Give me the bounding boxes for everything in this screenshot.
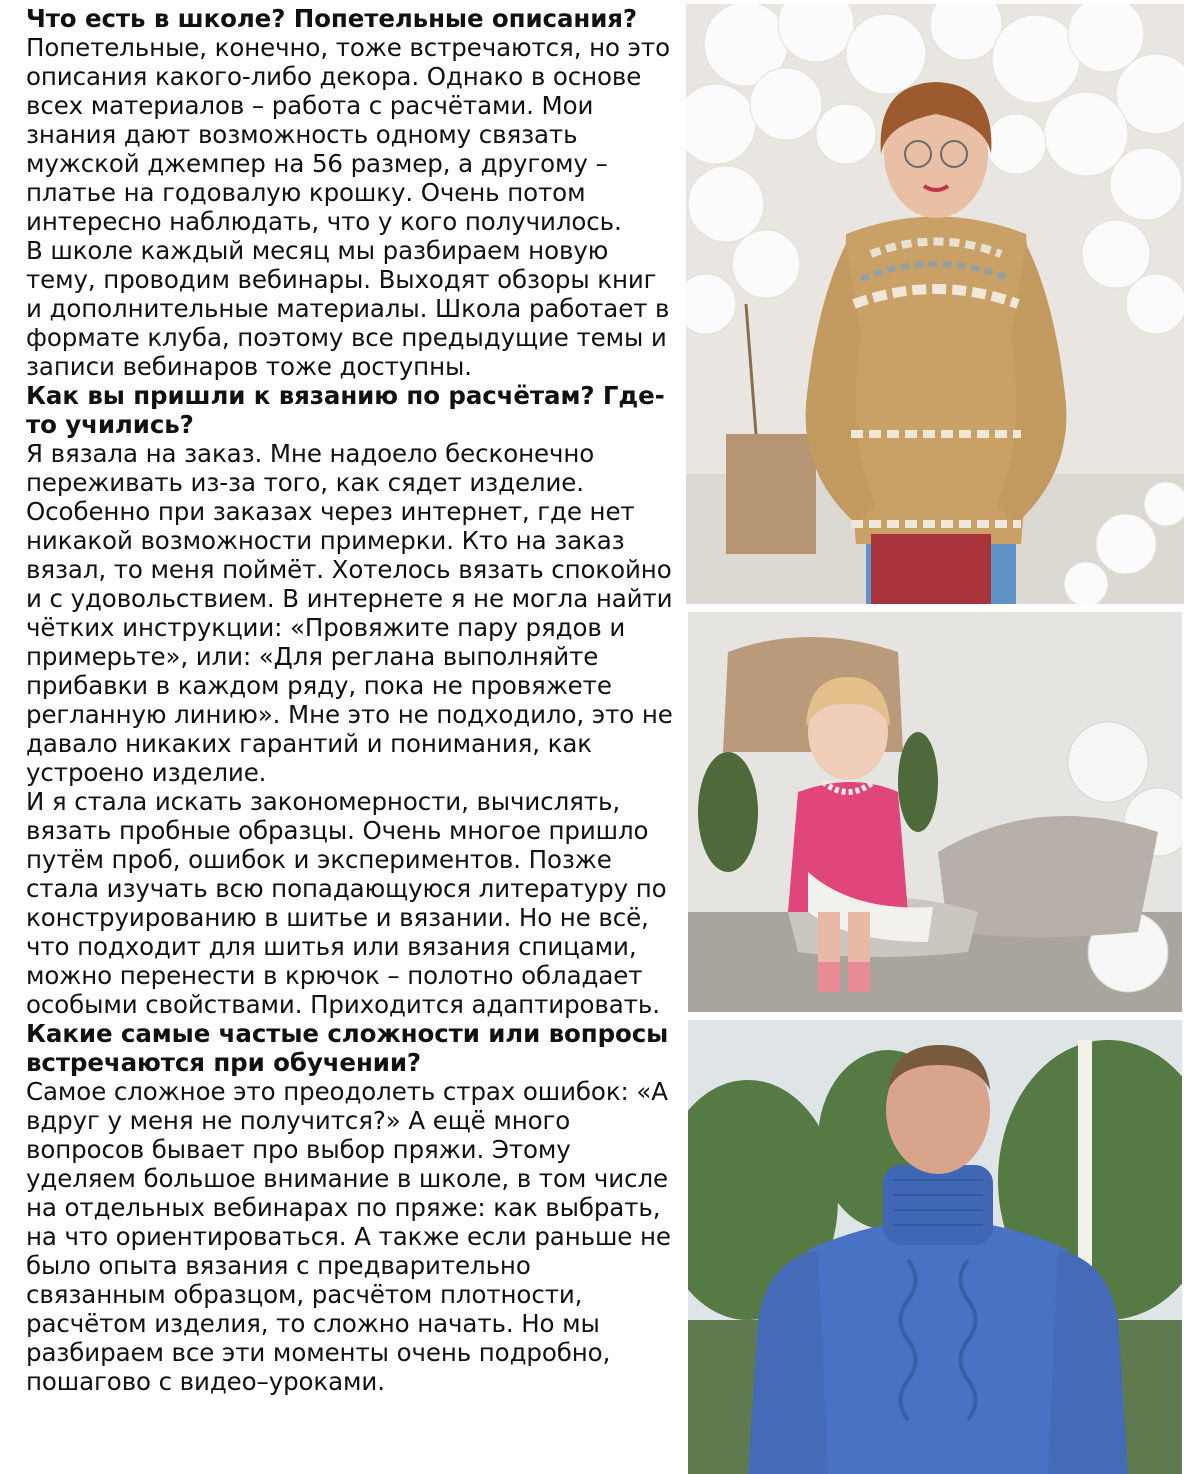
photo-man-in-blue-sweater (688, 1020, 1182, 1474)
section-heading-3: Какие самые частые сложности или вопросы встречаются при обучении? (26, 1019, 669, 1077)
section-2-paragraph-1: Я вязала на заказ. Мне надоело бесконечно переживать из-за того, как сядет изделие. Особенно при заказах через интернет, где нет никакой возможности примерки. Кто на заказ вязал, то меня поймёт. Хотелось вязать спокойно и с удовольствием. В интернете я не могла найти чётких инструкции: «Провяжите пару рядов и примерьте», или: «Для реглана выполняйте прибавки в каждом ряду, пока не провяжете регланную линию». Мне это не подходило, это не давало никаких гарантий и понимания, как устроено изделие. (26, 439, 673, 787)
section-heading-2: Как вы пришли к вязанию по расчётам? Где-то учились? (26, 381, 665, 439)
photo-woman-in-yoke-sweater (686, 4, 1184, 604)
article-text (26, 4, 678, 1396)
section-2-paragraph-2: И я стала искать закономерности, вычислять, вязать пробные образцы. Очень многое пришло путём проб, ошибок и экспериментов. Позже стала изучать всю попадающуюся литературу по конструированию в шитье и вязании. Но не всё, что подходит для шитья или вязания спицами, можно перенести в крючок – полотно обладает особыми свойствами. Приходится адаптировать. (26, 787, 667, 1019)
photo-girl-in-pink-cardigan (688, 612, 1182, 1012)
section-1-paragraph-1: Попетельные, конечно, тоже встречаются, но это описания какого-либо декора. Однако в основе всех материалов – работа с расчётами. Мои знания дают возможность одному связать мужской джемпер на 56 размер, а другому – платье на годовалую крошку. Очень потом интересно наблюдать, что у кого получилось. (26, 33, 670, 236)
section-heading-1: Что есть в школе? Попетельные описания? (26, 4, 638, 33)
section-3-paragraph-1: Самое сложное это преодолеть страх ошибок: «А вдруг у меня не получится?» А ещё много вопросов бывает про выбор пряжи. Этому уделяем большое внимание в школе, в том числе на отдельных вебинарах по пряже: как выбрать, на что ориентироваться. А также если раньше не было опыта вязания с предварительно связанным образцом, расчётом плотности, расчётом изделия, то сложно начать. Но мы разбираем все эти моменты очень подробно, пошагово с видео–уроками. (26, 1077, 671, 1396)
section-1-paragraph-2: В школе каждый месяц мы разбираем новую тему, проводим вебинары. Выходят обзоры книг и дополнительные материалы. Школа работает в формате клуба, поэтому все предыдущие темы и записи вебинаров тоже доступны. (26, 236, 670, 381)
